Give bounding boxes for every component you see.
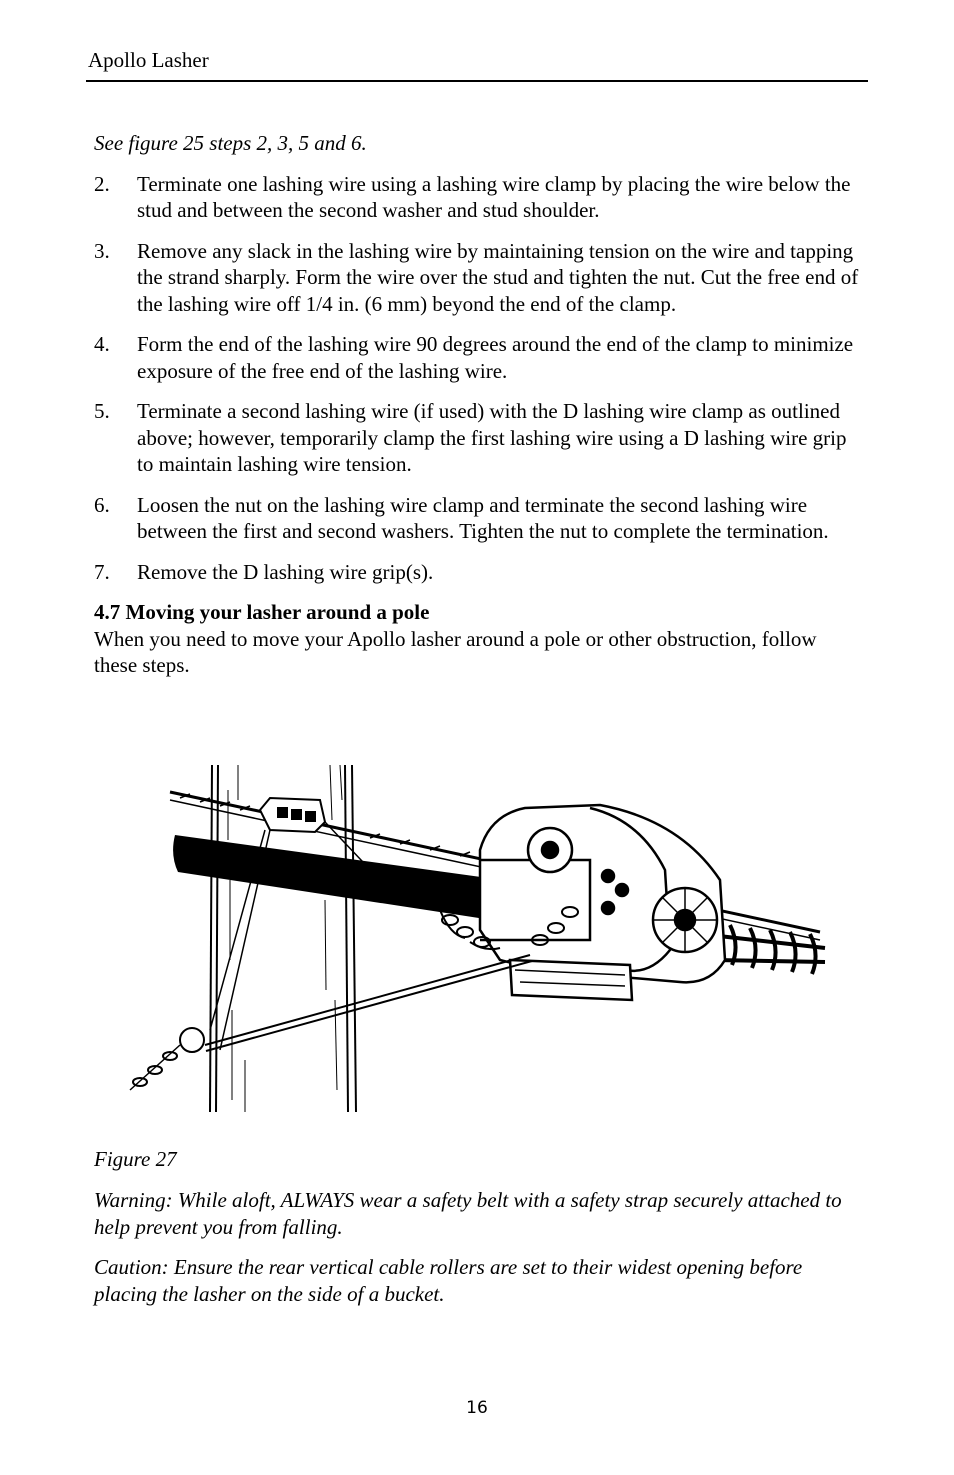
list-item xyxy=(94,331,864,384)
step-number: 3. xyxy=(94,238,110,263)
step-text: Loosen the nut on the lashing wire clamp and terminate the second lashing wire between the first and second washers. Tighten the nut to complete the termination. xyxy=(137,492,829,543)
lasher-on-pole-illustration xyxy=(120,760,835,1115)
warning-note: Warning: While aloft, ALWAYS wear a safety belt with a safety strap securely attached to help prevent you from falling. xyxy=(94,1188,842,1239)
page-number: 16 xyxy=(466,1398,488,1418)
figure-caption: Figure 27 xyxy=(94,1147,177,1171)
list-item xyxy=(94,559,864,586)
main-content xyxy=(94,130,864,679)
list-item xyxy=(94,398,864,478)
step-number: 7. xyxy=(94,559,110,584)
section-paragraph: When you need to move your Apollo lasher around a pole or other obstruction, follow these steps. xyxy=(94,626,817,677)
step-text: Terminate a second lashing wire (if used) with the D lashing wire clamp as outlined above; however, temporarily clamp the first lashing wire using a D lashing wire grip to maintain lashing wire tension. xyxy=(137,399,847,476)
step-number: 5. xyxy=(94,399,110,423)
section-heading: 4.7 Moving your lasher around a pole xyxy=(94,600,430,624)
step-list xyxy=(94,171,864,586)
step-number: 4. xyxy=(94,332,110,356)
lasher-machine xyxy=(480,805,725,1000)
list-item xyxy=(94,492,864,545)
step-number: 6. xyxy=(94,492,110,517)
step-text: Remove any slack in the lashing wire by maintaining tension on the wire and tapping the strand sharply. Form the wire over the stud and tighten the nut. Cut the free end of the lashing wire off 1/4 in. (6 mm) beyond the end of the clamp. xyxy=(137,238,859,316)
figure-reference: See figure 25 steps 2, 3, 5 and 6. xyxy=(94,131,367,155)
list-item xyxy=(94,238,864,318)
lashed-cable xyxy=(710,925,825,974)
header-rule xyxy=(86,80,868,82)
tow-line xyxy=(130,955,532,1090)
list-item xyxy=(94,171,864,224)
step-number: 2. xyxy=(94,171,110,196)
running-header: Apollo Lasher xyxy=(88,48,209,72)
step-text: Terminate one lashing wire using a lashing wire clamp by placing the wire below the stud and between the second washer and stud shoulder. xyxy=(137,171,851,222)
caution-note: Caution: Ensure the rear vertical cable rollers are set to their widest opening before placing the lasher on the side of a bucket. xyxy=(94,1255,803,1306)
step-text: Remove the D lashing wire grip(s). xyxy=(137,559,434,584)
safety-notes xyxy=(94,1187,864,1321)
step-text: Form the end of the lashing wire 90 degrees around the end of the clamp to minimize exposure of the free end of the lashing wire. xyxy=(137,332,854,383)
